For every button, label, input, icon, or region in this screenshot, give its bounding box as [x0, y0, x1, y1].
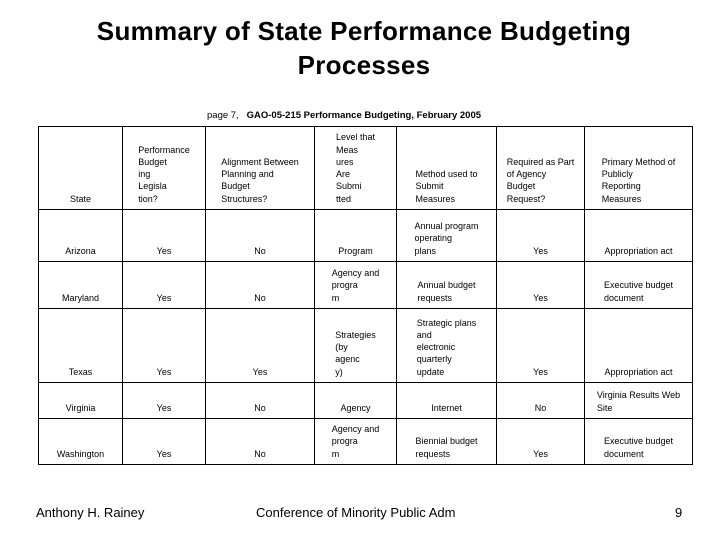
citation-source: GAO-05-215 Performance Budgeting, February 2005	[246, 110, 482, 121]
cell-text: Internet	[431, 402, 462, 413]
table-body	[39, 127, 693, 465]
table-cell	[497, 419, 585, 465]
table-cell	[315, 419, 397, 465]
cell-text: Texas	[68, 366, 93, 377]
cell-text: Yes	[156, 366, 172, 377]
cell-text: Strategic plans and electronic quarterly update	[416, 317, 477, 377]
table-row	[39, 309, 693, 383]
table-cell	[206, 383, 315, 419]
cell-text: Appropriation act	[604, 366, 673, 377]
cell-text: Washington	[56, 448, 105, 459]
header-cell	[315, 127, 397, 210]
cell-text: Yes	[533, 245, 548, 256]
citation	[207, 110, 481, 121]
header-text: Level that Meas ures Are Submi tted	[335, 132, 376, 204]
cell-text: Yes	[156, 292, 172, 303]
footer-page-number: 9	[675, 505, 683, 520]
table-cell	[585, 419, 693, 465]
table-cell	[206, 309, 315, 383]
table-cell	[585, 210, 693, 262]
table-cell	[497, 383, 585, 419]
slide-title-line-2: Processes	[297, 50, 431, 80]
footer-conference: Conference of Minority Public Adm	[256, 505, 456, 520]
cell-text: Agency and progra m	[331, 424, 380, 459]
cell-text: Program	[338, 245, 373, 256]
cell-text: Yes	[156, 245, 172, 256]
header-cell	[497, 127, 585, 210]
table-cell	[123, 262, 206, 309]
footer-author: Anthony H. Rainey	[36, 505, 145, 520]
cell-text: Agency and progra m	[331, 268, 380, 303]
table-cell	[123, 210, 206, 262]
table-cell	[206, 262, 315, 309]
slide-title	[30, 14, 698, 82]
cell-text: Arizona	[65, 245, 96, 256]
cell-text: No	[254, 402, 266, 413]
cell-text: Annual budget requests	[417, 280, 476, 303]
table-cell	[497, 262, 585, 309]
header-cell	[585, 127, 693, 210]
cell-text: Virginia Results Web Site	[596, 390, 681, 413]
table-cell	[39, 309, 123, 383]
performance-budgeting-table	[38, 126, 693, 465]
header-text: Alignment Between Planning and Budget Structures?	[221, 156, 299, 204]
table-cell	[315, 309, 397, 383]
table-cell	[397, 383, 497, 419]
cell-text: No	[254, 292, 266, 303]
table-header-row	[39, 127, 693, 210]
header-cell	[206, 127, 315, 210]
cell-text: Yes	[533, 366, 548, 377]
cell-text: Virginia	[65, 402, 96, 413]
header-text: Primary Method of Publicly Reporting Measures	[601, 156, 676, 204]
header-cell	[123, 127, 206, 210]
cell-text: Biennial budget requests	[415, 436, 478, 459]
header-text: Method used to Submit Measures	[415, 169, 478, 204]
cell-text: Appropriation act	[604, 245, 673, 256]
table-cell	[397, 210, 497, 262]
cell-text: Yes	[156, 402, 172, 413]
table-cell	[315, 262, 397, 309]
table-cell	[123, 383, 206, 419]
table-row	[39, 383, 693, 419]
slide-title-line-1: Summary of State Performance Budgeting	[96, 16, 632, 46]
table-cell	[585, 262, 693, 309]
citation-page: page 7,	[207, 110, 239, 121]
table-cell	[206, 210, 315, 262]
cell-text: Agency	[340, 402, 371, 413]
cell-text: No	[254, 245, 266, 256]
cell-text: Annual program operating plans	[414, 221, 479, 256]
cell-text: Yes	[533, 292, 548, 303]
cell-text: Yes	[533, 448, 548, 459]
table-cell	[585, 383, 693, 419]
cell-text: Yes	[156, 448, 172, 459]
table-cell	[206, 419, 315, 465]
table-cell	[397, 419, 497, 465]
table-row	[39, 419, 693, 465]
table-cell	[397, 309, 497, 383]
header-cell	[397, 127, 497, 210]
cell-text: Maryland	[61, 292, 99, 303]
cell-text: No	[254, 448, 266, 459]
table-cell	[39, 383, 123, 419]
header-text: Performance Budget ing Legisla tion?	[138, 144, 190, 204]
cell-text: Executive budget document	[603, 436, 674, 459]
table-cell	[123, 419, 206, 465]
header-text: Required as Part of Agency Budget Request?	[506, 156, 575, 204]
table-cell	[123, 309, 206, 383]
table-cell	[39, 419, 123, 465]
table-cell	[397, 262, 497, 309]
cell-text: Strategies (by agenc y)	[335, 329, 376, 377]
table-cell	[497, 309, 585, 383]
table-cell	[315, 210, 397, 262]
table-row	[39, 262, 693, 309]
header-cell	[39, 127, 123, 210]
header-text: State	[69, 193, 91, 204]
table-cell	[497, 210, 585, 262]
table-cell	[315, 383, 397, 419]
table-cell	[39, 262, 123, 309]
table-cell	[585, 309, 693, 383]
cell-text: Yes	[252, 366, 268, 377]
table-row	[39, 210, 693, 262]
cell-text: No	[534, 402, 547, 413]
cell-text: Executive budget document	[603, 280, 674, 303]
table-cell	[39, 210, 123, 262]
